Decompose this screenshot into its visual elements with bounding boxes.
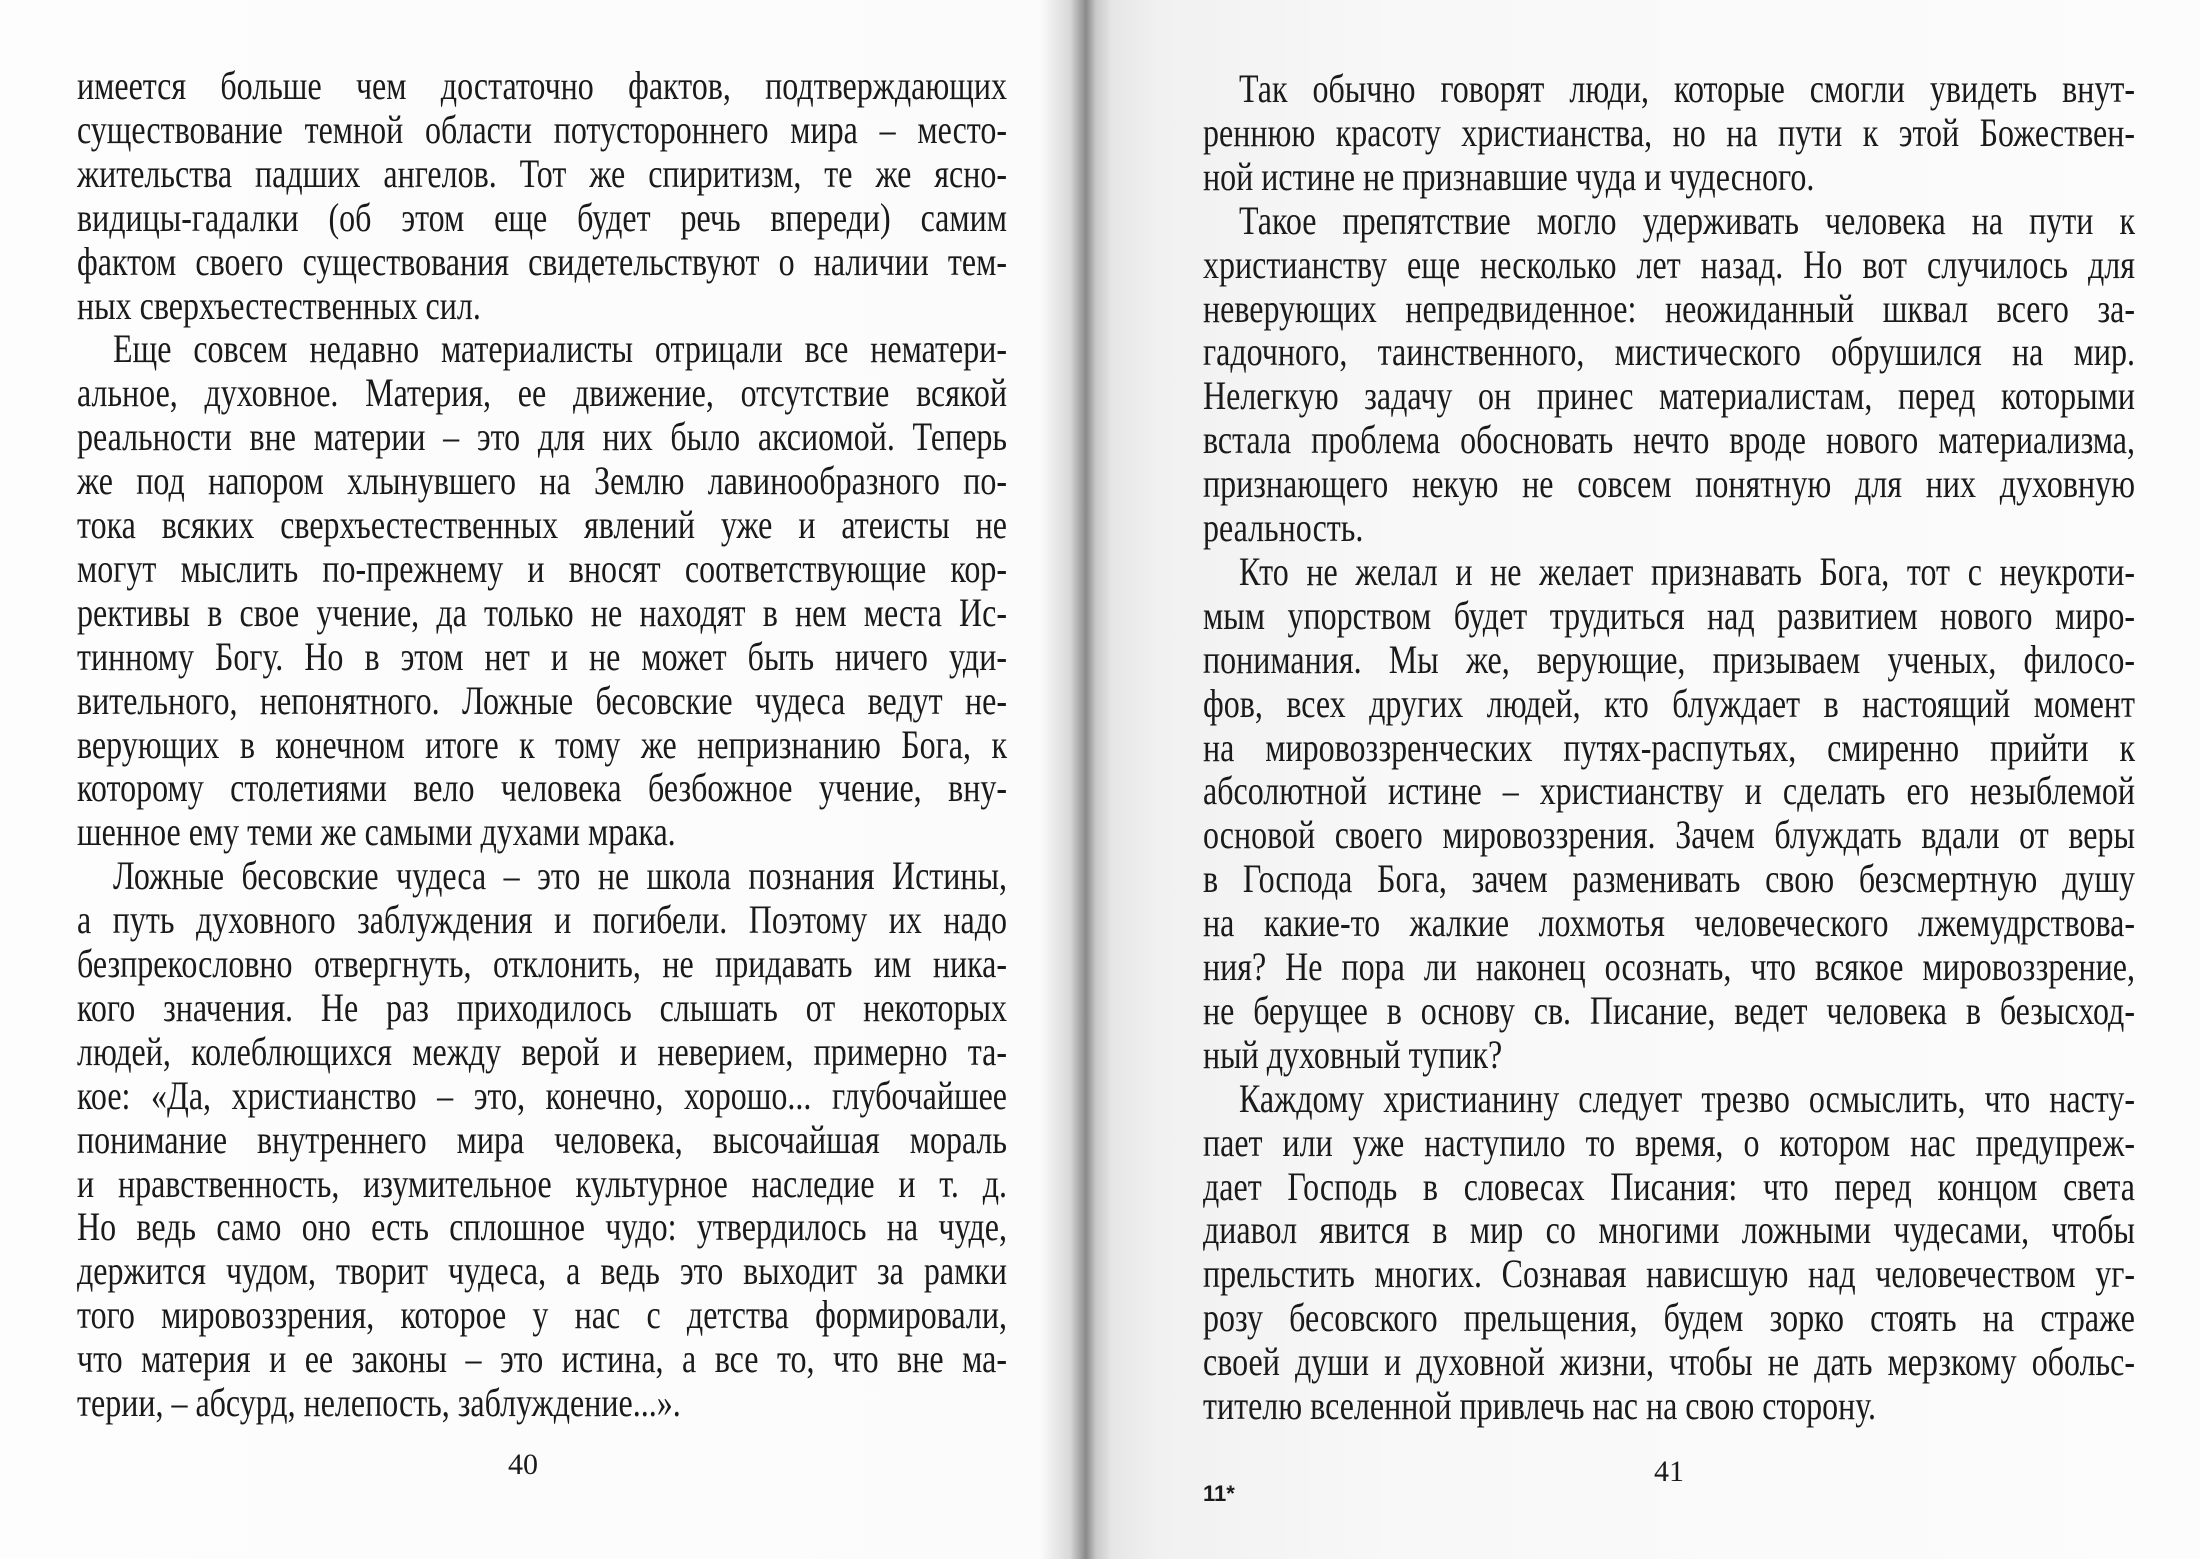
text-line: и нравственность, изумительное культурное наследие и т. д.	[77, 1160, 1007, 1206]
text-line: кое: «Да, христианство – это, конечно, хорошо... глубочайшее	[77, 1072, 1007, 1118]
left-page	[0, 0, 1085, 1559]
text-line: фактом своего существования свидетельствуют о наличии тем-	[77, 238, 1007, 284]
text-line: мым упорством будет трудиться над развитием нового миро-	[1203, 592, 2135, 638]
text-line: имеется больше чем достаточно фактов, подтверждающих	[77, 63, 1007, 108]
page-number: 40	[508, 1448, 538, 1481]
text-line: шенное ему теми же самыми духами мрака.	[77, 809, 676, 855]
text-line: на какие-то жалкие лохмотья человеческого лжемудрствова-	[1203, 900, 2135, 946]
text-line: тинному Богу. Но в этом нет и не может быть ничего уди-	[77, 633, 1007, 679]
text-line: ный духовный тупик?	[1203, 1031, 1503, 1077]
page-number: 41	[1654, 1455, 1684, 1488]
text-line: понимания. Мы же, верующие, призываем ученых, филосо-	[1203, 636, 2135, 682]
text-line: понимание внутреннего мира человека, высочайшая мораль	[77, 1116, 1007, 1162]
text-line: ной истине не признавшие чуда и чудесного.	[1203, 153, 1815, 199]
text-line: основой своего мировоззрения. Зачем блуждать вдали от веры	[1203, 812, 2135, 858]
text-line: Такое препятствие могло удерживать человека на пути к	[1239, 197, 2135, 243]
text-line: признающего некую не совсем понятную для них духовную	[1203, 461, 2135, 507]
text-line: дает Господь в словесах Писания: что перед концом света	[1203, 1163, 2135, 1209]
text-line: розу бесовского прельщения, будем зорко стоять на страже	[1203, 1295, 2135, 1341]
text-line: Так обычно говорят люди, которые смогли увидеть внут-	[1239, 66, 2135, 111]
text-line: верующих в конечном итоге к тому же непризнанию Бога, к	[77, 721, 1007, 767]
text-line: ния? Не пора ли наконец осознать, что всякое мировоззрение,	[1203, 944, 2135, 989]
text-line: рективы в свое учение, да только не находят в нем места Ис-	[77, 589, 1007, 635]
text-line: а путь духовного заблуждения и погибели. Поэтому их надо	[77, 897, 1007, 943]
text-line: терии, – абсурд, нелепость, заблуждение...».	[77, 1380, 681, 1425]
right-page	[1100, 0, 2200, 1559]
text-line: видицы-гадалки (об этом еще будет речь впереди) самим	[77, 194, 1007, 240]
text-line: того мировоззрения, которое у нас с детства формировали,	[77, 1292, 1007, 1338]
text-line: на мировоззренческих путях-распутьях, смиренно прийти к	[1203, 724, 2135, 770]
text-line: Кто не желал и не желает признавать Бога, тот с неукроти-	[1239, 548, 2135, 594]
text-line: пает или уже наступило то время, о котором нас предупреж-	[1203, 1119, 2135, 1165]
text-line: прельстить многих. Сознавая нависшую над человечеством уг-	[1203, 1251, 2135, 1297]
text-line: что материя и ее законы – это истина, а все то, что вне ма-	[77, 1336, 1007, 1382]
text-line: существование темной области потустороннего мира – место-	[77, 106, 1007, 152]
text-line: фов, всех других людей, кто блуждает в настоящий момент	[1203, 680, 2135, 726]
text-line: держится чудом, творит чудеса, а ведь это выходит за рамки	[77, 1248, 1007, 1294]
text-line: тителю вселенной привлечь нас на свою сторону.	[1203, 1383, 1876, 1428]
text-line: христианству еще несколько лет назад. Но вот случилось для	[1203, 241, 2135, 287]
text-line: могут мыслить по-прежнему и вносят соответствующие кор-	[77, 545, 1007, 591]
text-line: людей, колеблющихся между верой и неверием, примерно та-	[77, 1028, 1007, 1074]
signature-mark: 11*	[1203, 1481, 1235, 1506]
text-line: тока всяких сверхъестественных явлений уже и атеисты не	[77, 502, 1007, 547]
text-line: Каждому христианину следует трезво осмыслить, что насту-	[1239, 1075, 2135, 1121]
text-line: Нелегкую задачу он принес материалистам, перед которыми	[1203, 373, 2135, 419]
text-line: гадочного, таинственного, мистического обрушился на мир.	[1203, 329, 2135, 375]
text-line: Ложные бесовские чудеса – это не школа познания Истины,	[113, 853, 1007, 899]
text-line: своей души и духовной жизни, чтобы не дать мерзкому обольс-	[1203, 1339, 2135, 1385]
text-line: реальности вне материи – это для них было аксиомой. Теперь	[77, 414, 1007, 460]
text-line: которому столетиями вело человека безбожное учение, вну-	[77, 765, 1007, 811]
text-line: жительства падших ангелов. Тот же спиритизм, те же ясно-	[77, 150, 1007, 196]
text-line: альное, духовное. Материя, ее движение, отсутствие всякой	[77, 370, 1007, 416]
text-line: реальность.	[1203, 505, 1364, 550]
text-line: встала проблема обосновать нечто вроде нового материализма,	[1203, 417, 2135, 463]
text-line: кого значения. Не раз приходилось слышать от некоторых	[77, 984, 1007, 1030]
text-line: Но ведь само оно есть сплошное чудо: утвердилось на чуде,	[77, 1204, 1007, 1250]
text-line: абсолютной истине – христианству и сделать его незыблемой	[1203, 768, 2135, 814]
text-line: безпрекословно отвергнуть, отклонить, не придавать им ника-	[77, 941, 1007, 986]
text-line: ных сверхъестественных сил.	[77, 282, 481, 328]
text-line: неверующих непредвиденное: неожиданный шквал всего за-	[1203, 285, 2135, 331]
text-line: диавол явится в мир со многими ложными чудесами, чтобы	[1203, 1207, 2135, 1253]
text-line: же под напором хлынувшего на Землю лавинообразного по-	[77, 458, 1007, 504]
text-line: вительного, непонятного. Ложные бесовские чудеса ведут не-	[77, 677, 1007, 723]
text-line: Еще совсем недавно материалисты отрицали все нематери-	[113, 326, 1007, 372]
text-line: реннюю красоту христианства, но на пути к этой Божествен-	[1203, 109, 2135, 155]
text-line: в Господа Бога, зачем разменивать свою безсмертную душу	[1203, 856, 2135, 902]
text-line: не берущее в основу св. Писание, ведет человека в безысход-	[1203, 987, 2135, 1033]
